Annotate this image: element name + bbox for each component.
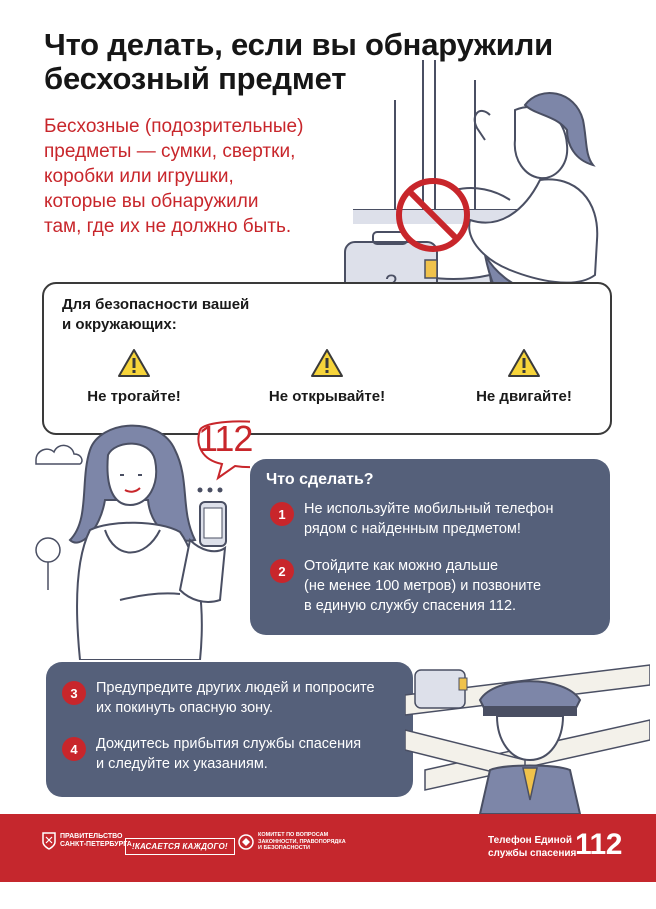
safety-title (62, 295, 292, 335)
kasaetsya-kazhdogo-logo: !КАСАЕТСЯ КАЖДОГО! (125, 838, 235, 855)
intro-text (44, 114, 364, 239)
rescuer-illustration (405, 660, 650, 814)
step-item-2 (270, 556, 541, 616)
step-number-badge: 2 (270, 559, 294, 583)
title-line-2: бесхозный предмет (44, 61, 347, 96)
warning-label-dont-touch: Не трогайте! (87, 388, 181, 405)
committee-logo-text: КОМИТЕТ ПО ВОПРОСАМ ЗАКОННОСТИ, ПРАВОПОРЯДКА И БЕЗОПАСНОСТИ (258, 832, 346, 851)
step-number-badge: 3 (62, 681, 86, 705)
step-item-4 (62, 734, 361, 774)
warning-item-dont-move (444, 348, 604, 405)
emergency-number-bubble: 112 (198, 418, 253, 459)
warning-triangle-icon (310, 348, 344, 378)
what-to-do-panel (250, 459, 610, 635)
intro-line-4: которые вы обнаружили (44, 191, 259, 212)
step-text: Дождитесь прибытия службы спасения и следуйте их указаниям. (96, 736, 362, 772)
warning-item-dont-touch (54, 348, 214, 405)
warning-triangle-icon (507, 348, 541, 378)
safety-panel (42, 282, 612, 435)
step-number-badge: 1 (270, 502, 294, 526)
warning-triangle-icon (117, 348, 151, 378)
what-to-do-panel-continued (46, 662, 413, 797)
government-logo-text: ПРАВИТЕЛЬСТВО САНКТ-ПЕТЕРБУРГА (60, 833, 132, 848)
step-item-1 (270, 499, 554, 539)
committee-logo (238, 832, 346, 852)
what-to-do-title: Что сделать? (266, 471, 374, 488)
warning-label-dont-open: Не открывайте! (268, 388, 386, 405)
intro-line-5: там, где их не должно быть. (44, 216, 292, 237)
emergency-phone-number: 112 (575, 828, 622, 861)
step-number-badge: 4 (62, 737, 86, 761)
safety-title-line-1: Для безопасности вашей (62, 296, 250, 313)
intro-line-3: коробки или игрушки, (44, 166, 234, 187)
warning-item-dont-open (247, 348, 407, 405)
step-item-3 (62, 678, 375, 718)
step-text: Отойдите как можно дальше (не менее 100 метров) и позвоните в единую службу спасения 112. (304, 558, 542, 614)
step-text: Предупредите других людей и попросите их покинуть опасную зону. (96, 680, 375, 716)
safety-title-line-2: и окружающих: (62, 316, 177, 333)
title-line-1: Что делать, если вы обнаружили (44, 27, 553, 62)
committee-emblem-icon (238, 833, 254, 851)
warning-label-dont-move: Не двигайте! (476, 388, 572, 405)
footer-bar (0, 814, 656, 882)
step-text: Не используйте мобильный телефон рядом с найденным предметом! (304, 501, 554, 537)
coat-of-arms-icon (42, 832, 56, 850)
phone-label: Телефон Единой службы спасения (488, 835, 577, 859)
government-logo (42, 832, 132, 850)
intro-line-2: предметы — сумки, свертки, (44, 141, 296, 162)
intro-line-1: Бесхозные (подозрительные) (44, 116, 304, 137)
